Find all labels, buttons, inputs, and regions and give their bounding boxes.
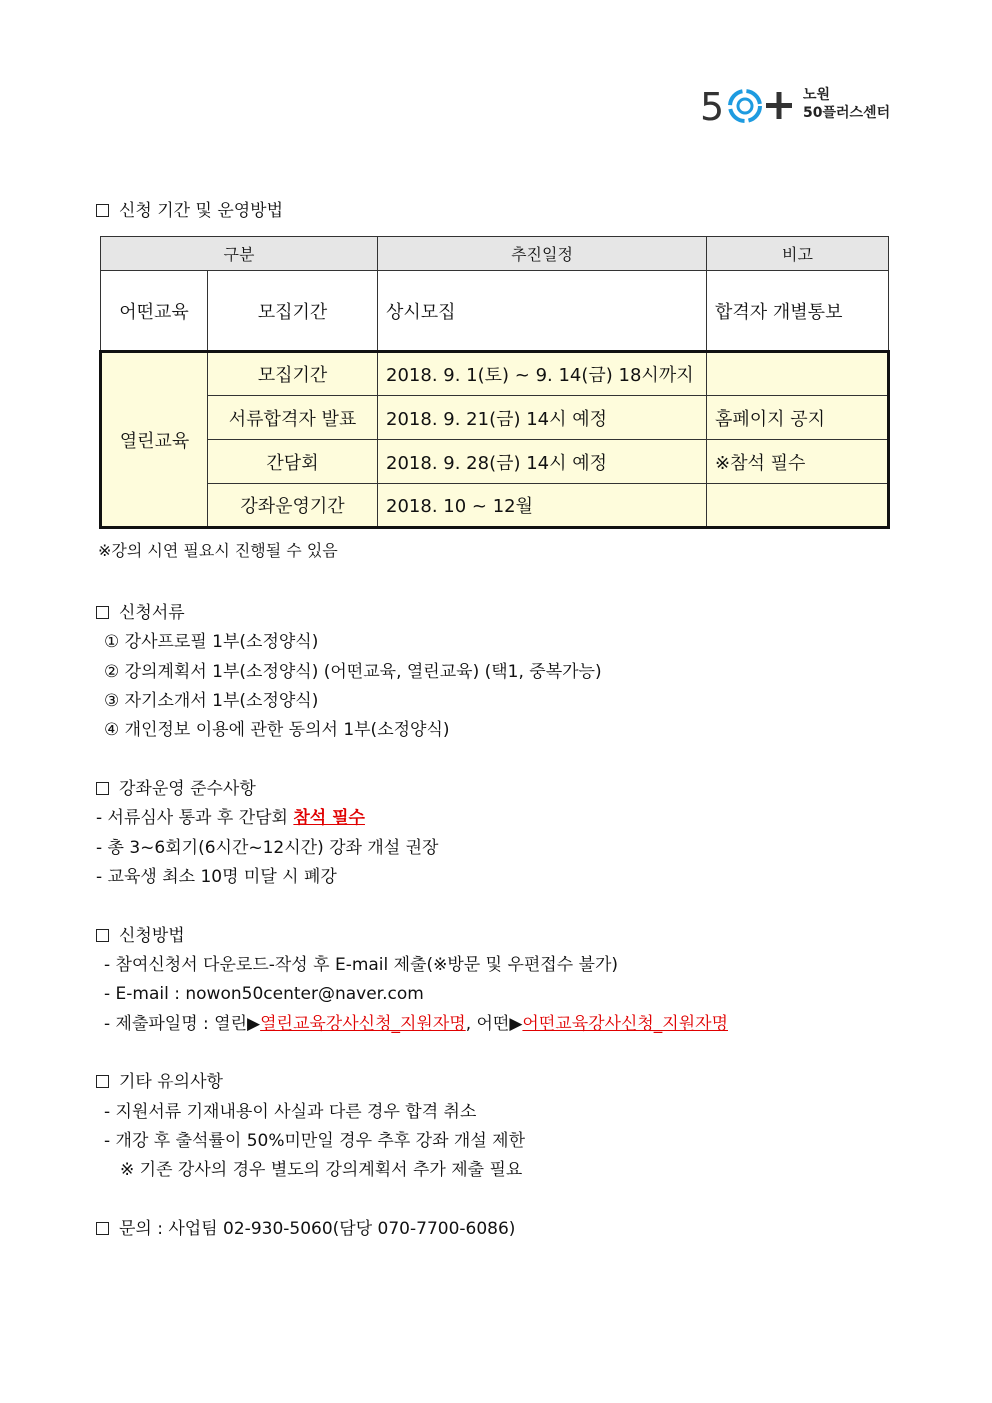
list-item: - 지원서류 기재내용이 사실과 다른 경우 합격 취소 <box>104 1102 477 1122</box>
logo-line1: 노원 <box>803 87 831 103</box>
program-cell: 열린교육 <box>101 352 208 528</box>
section-rules-title: 강좌운영 준수사항 <box>96 778 256 800</box>
filename-custom-course: 어떤교육강사신청_지원자명 <box>522 1014 728 1034</box>
table-footnote: ※강의 시연 필요시 진행될 수 있음 <box>98 541 338 560</box>
list-item: ※ 기존 강사의 경우 별도의 강의계획서 추가 제출 필요 <box>120 1160 523 1180</box>
table-header-row <box>101 237 889 271</box>
schedule-cell: 2018. 9. 21(금) 14시 예정 <box>378 396 707 440</box>
header-schedule: 추진일정 <box>378 237 707 271</box>
note-cell: 합격자 개별통보 <box>707 271 889 352</box>
list-item: - 서류심사 통과 후 간담회 참석 필수 <box>96 808 365 828</box>
list-item: - 제출파일명 : 열린▶열린교육강사신청_지원자명, 어떤▶어떤교육강사신청_지원자명 <box>104 1014 728 1034</box>
schedule-cell: 상시모집 <box>378 271 707 352</box>
logo-line2: 50플러스센터 <box>803 105 891 121</box>
note-cell <box>707 352 889 396</box>
section-period-title: 신청 기간 및 운영방법 <box>96 200 283 222</box>
filename-open-course: 열린교육강사신청_지원자명 <box>260 1014 466 1034</box>
list-item: ① 강사프로필 1부(소정양식) <box>104 632 319 652</box>
section-documents-title: 신청서류 <box>96 602 185 624</box>
list-item: - E-mail : nowon50center@naver.com <box>104 984 424 1004</box>
schedule-cell: 2018. 9. 1(토) ~ 9. 14(금) 18시까지 <box>378 352 707 396</box>
schedule-cell: 2018. 9. 28(금) 14시 예정 <box>378 440 707 484</box>
list-item: ③ 자기소개서 1부(소정양식) <box>104 691 319 711</box>
stage-cell: 간담회 <box>208 440 378 484</box>
header-note: 비고 <box>707 237 889 271</box>
table-row <box>101 440 889 484</box>
stage-cell: 모집기간 <box>208 352 378 396</box>
table-row <box>101 484 889 528</box>
note-cell: ※참석 필수 <box>707 440 889 484</box>
section-notes-title: 기타 유의사항 <box>96 1071 223 1093</box>
program-cell: 어떤교육 <box>101 271 208 352</box>
checkbox-square-icon <box>96 782 109 795</box>
list-item: - 참여신청서 다운로드-작성 후 E-mail 제출(※방문 및 우편접수 불가) <box>104 955 619 975</box>
section-contact-title: 문의 : 사업팀 02-930-5060(담당 070-7700-6086) <box>96 1218 515 1240</box>
checkbox-square-icon <box>96 1075 109 1088</box>
logo-text <box>803 86 890 122</box>
header-category: 구분 <box>101 237 378 271</box>
list-item: - 개강 후 출석률이 50%미만일 경우 추후 강좌 개설 제한 <box>104 1131 525 1151</box>
schedule-cell: 2018. 10 ~ 12월 <box>378 484 707 528</box>
list-item: ④ 개인정보 이용에 관한 동의서 1부(소정양식) <box>104 720 450 740</box>
checkbox-square-icon <box>96 929 109 942</box>
logo-mark-icon <box>700 84 796 128</box>
checkbox-square-icon <box>96 204 109 217</box>
note-cell <box>707 484 889 528</box>
section-method-title: 신청방법 <box>96 925 185 947</box>
list-item: - 교육생 최소 10명 미달 시 폐강 <box>96 867 337 887</box>
checkbox-square-icon <box>96 1222 109 1235</box>
note-cell: 홈페이지 공지 <box>707 396 889 440</box>
table-row <box>101 396 889 440</box>
table-row <box>101 271 889 352</box>
schedule-table <box>99 236 890 529</box>
list-item: - 총 3~6회기(6시간~12시간) 강좌 개설 권장 <box>96 838 439 858</box>
checkbox-square-icon <box>96 606 109 619</box>
stage-cell: 강좌운영기간 <box>208 484 378 528</box>
list-item: ② 강의계획서 1부(소정양식) (어떤교육, 열린교육) (택1, 중복가능) <box>104 662 602 682</box>
stage-cell: 모집기간 <box>208 271 378 352</box>
svg-text:5: 5 <box>700 85 725 128</box>
table-row <box>101 352 889 396</box>
stage-cell: 서류합격자 발표 <box>208 396 378 440</box>
attendance-required-text: 참석 필수 <box>293 808 365 828</box>
